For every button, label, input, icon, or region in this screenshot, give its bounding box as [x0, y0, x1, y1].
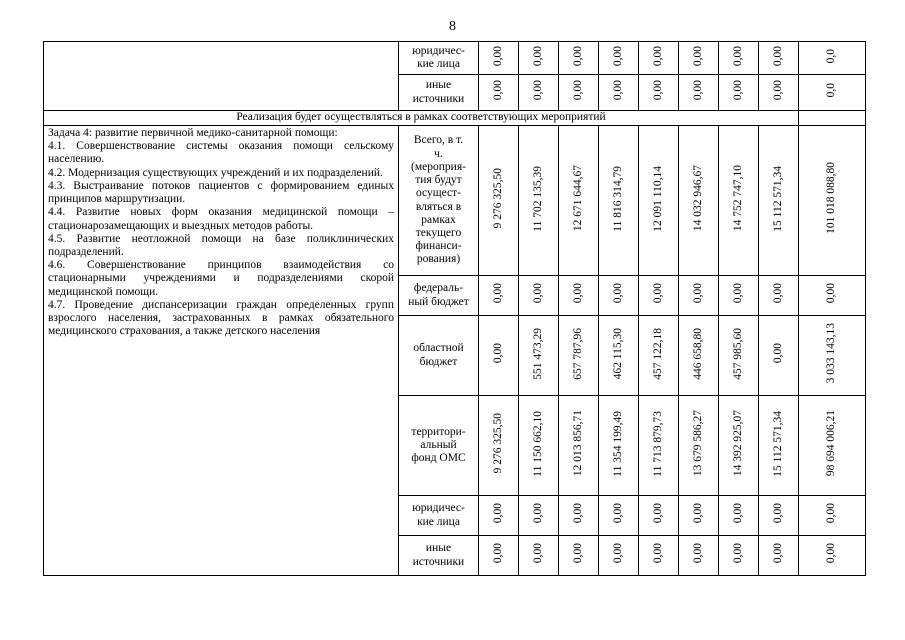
value-cell — [759, 536, 799, 576]
value-cell-text: 551 473,29 — [531, 327, 544, 380]
value-cell — [599, 396, 639, 496]
value-cell — [519, 496, 559, 536]
value-cell-text: 0,00 — [691, 45, 704, 66]
source-cell: юридичес- кие лица — [399, 42, 479, 75]
task-line: 4.3. Выстраивание потоков пациентов с формированием единых принципов маршрутизации. — [48, 179, 394, 206]
task-line: 4.1. Совершенствование системы оказания помощи сельскому населению. — [48, 140, 394, 166]
value-cell — [479, 42, 519, 75]
value-cell — [679, 316, 719, 396]
value-cell-text: 14 392 925,07 — [731, 410, 744, 477]
value-cell — [679, 75, 719, 111]
value-cell-text: 0,00 — [651, 80, 664, 101]
value-cell — [759, 496, 799, 536]
value-cell — [559, 42, 599, 75]
value-cell-text: 0,00 — [531, 283, 544, 304]
value-cell — [599, 42, 639, 75]
value-cell — [599, 536, 639, 576]
value-cell — [519, 126, 559, 276]
value-cell-text: 0,00 — [651, 283, 664, 304]
value-cell-text: 657 787,96 — [571, 327, 584, 380]
total-cell-text: 0,00 — [825, 543, 838, 564]
value-cell-text: 13 679 586,27 — [691, 410, 704, 477]
total-cell-text: 0,0 — [825, 48, 838, 64]
value-cell-text: 0,00 — [531, 80, 544, 101]
value-cell — [759, 75, 799, 111]
total-cell — [799, 42, 866, 75]
value-cell — [679, 396, 719, 496]
value-cell-text: 457 122,18 — [651, 327, 664, 380]
value-cell — [679, 536, 719, 576]
value-cell-text: 0,00 — [611, 45, 624, 66]
value-cell — [519, 42, 559, 75]
value-cell-text: 0,00 — [491, 45, 504, 66]
value-cell-text: 0,00 — [771, 283, 784, 304]
task-line: 4.7. Проведение диспансеризации граждан определенных групп взрослого населения, застрахованных в рамках обязательного медицинского страхования, а также детского населения — [48, 298, 394, 338]
total-cell-text: 0,0 — [825, 83, 838, 98]
value-cell-text: 0,00 — [611, 80, 624, 101]
funding-table — [43, 41, 866, 576]
value-cell — [559, 75, 599, 111]
value-cell — [519, 276, 559, 316]
value-cell — [679, 42, 719, 75]
banner-row — [44, 111, 866, 126]
source-cell: территори- альный фонд ОМС — [399, 396, 479, 496]
table-row — [44, 126, 866, 276]
value-cell — [719, 396, 759, 496]
value-cell-text: 0,00 — [651, 45, 664, 66]
value-cell-text: 9 276 325,50 — [491, 413, 504, 474]
total-cell — [799, 396, 866, 496]
value-cell — [519, 316, 559, 396]
value-cell-text: 0,00 — [651, 503, 664, 524]
value-cell — [759, 276, 799, 316]
value-cell — [679, 276, 719, 316]
value-cell — [559, 276, 599, 316]
value-cell-text: 11 816 314,79 — [611, 165, 624, 232]
value-cell — [559, 536, 599, 576]
value-cell — [479, 536, 519, 576]
value-cell-text: 9 276 325,50 — [491, 168, 504, 229]
banner-cell: Реализация будет осуществляться в рамках соответствующих мероприятий — [44, 111, 799, 126]
value-cell-text: 0,00 — [691, 543, 704, 564]
value-cell — [639, 126, 679, 276]
total-cell — [799, 75, 866, 111]
task-line: Задача 4: развитие первичной медико-санитарной помощи: — [48, 127, 338, 139]
value-cell — [639, 496, 679, 536]
banner-empty-cell — [799, 111, 866, 126]
value-cell — [639, 75, 679, 111]
total-cell-text: 3 033 143,13 — [825, 323, 838, 384]
total-cell — [799, 496, 866, 536]
table-row — [44, 42, 866, 75]
value-cell-text: 0,00 — [771, 45, 784, 66]
value-cell-text: 15 112 571,34 — [771, 410, 784, 477]
total-cell-text: 101 018 088,80 — [825, 162, 838, 235]
value-cell-text: 11 702 135,39 — [531, 165, 544, 232]
value-cell-text: 462 115,30 — [611, 327, 624, 380]
value-cell-text: 0,00 — [491, 80, 504, 101]
value-cell — [599, 496, 639, 536]
value-cell-text: 0,00 — [771, 80, 784, 101]
page-number: 8 — [449, 19, 456, 34]
value-cell — [719, 126, 759, 276]
source-cell: иные источники — [399, 75, 479, 111]
value-cell-text: 457 985,60 — [731, 327, 744, 380]
value-cell-text: 14 032 946,67 — [691, 165, 704, 232]
value-cell-text: 11 713 879,73 — [651, 410, 664, 477]
value-cell-text: 0,00 — [611, 503, 624, 524]
value-cell-text: 0,00 — [611, 283, 624, 304]
value-cell-text: 0,00 — [571, 543, 584, 564]
value-cell — [679, 126, 719, 276]
source-cell: федераль- ный бюджет — [399, 276, 479, 316]
task-line: 4.6. Совершенствование принципов взаимодействия со стационарными учреждениями и подразделениями скорой медицинской помощи. — [48, 259, 394, 298]
value-cell-text: 0,00 — [731, 80, 744, 101]
value-cell-text: 0,00 — [731, 503, 744, 524]
value-cell-text: 12 013 856,71 — [571, 410, 584, 477]
total-cell — [799, 276, 866, 316]
value-cell — [719, 536, 759, 576]
value-cell — [479, 316, 519, 396]
source-cell: областной бюджет — [399, 316, 479, 396]
task-line: 4.2. Модернизация существующих учреждений и их подразделений. — [48, 166, 383, 179]
value-cell-text: 0,00 — [571, 45, 584, 66]
blank-cell — [44, 42, 399, 111]
value-cell — [759, 42, 799, 75]
table-body — [44, 42, 866, 576]
value-cell-text: 0,00 — [571, 80, 584, 101]
value-cell — [719, 75, 759, 111]
value-cell — [639, 536, 679, 576]
value-cell — [759, 316, 799, 396]
value-cell-text: 0,00 — [571, 283, 584, 304]
value-cell-text: 11 150 662,10 — [531, 410, 544, 477]
value-cell-text: 0,00 — [771, 503, 784, 524]
total-cell-text: 0,00 — [825, 283, 838, 304]
value-cell-text: 446 658,80 — [691, 327, 704, 380]
total-cell — [799, 126, 866, 276]
value-cell — [719, 496, 759, 536]
value-cell — [759, 126, 799, 276]
value-cell — [639, 396, 679, 496]
value-cell — [479, 276, 519, 316]
value-cell-text: 0,00 — [491, 503, 504, 524]
value-cell-text: 0,00 — [611, 543, 624, 564]
value-cell-text: 0,00 — [731, 283, 744, 304]
value-cell-text: 0,00 — [571, 503, 584, 524]
total-cell-text: 0,00 — [825, 503, 838, 524]
value-cell-text: 15 112 571,34 — [771, 165, 784, 232]
value-cell-text: 0,00 — [771, 343, 784, 364]
value-cell — [599, 276, 639, 316]
value-cell-text: 0,00 — [771, 543, 784, 564]
total-cell-text: 98 694 006,21 — [825, 410, 838, 477]
value-cell — [559, 396, 599, 496]
total-cell — [799, 316, 866, 396]
value-cell-text: 0,00 — [651, 543, 664, 564]
value-cell — [559, 496, 599, 536]
value-cell — [719, 42, 759, 75]
value-cell — [519, 396, 559, 496]
value-cell — [599, 75, 639, 111]
value-cell-text: 0,00 — [531, 543, 544, 564]
value-cell — [639, 316, 679, 396]
value-cell-text: 0,00 — [531, 45, 544, 66]
value-cell — [479, 75, 519, 111]
value-cell — [519, 536, 559, 576]
value-cell-text: 0,00 — [731, 45, 744, 66]
task-line: 4.4. Развитие новых форм оказания медицинской помощи – стационарозамещающих и выездных методов работы. — [48, 206, 394, 232]
value-cell-text: 12 671 644,67 — [571, 165, 584, 232]
task-description — [44, 126, 399, 576]
value-cell — [719, 316, 759, 396]
value-cell — [719, 276, 759, 316]
value-cell-text: 14 752 747,10 — [731, 165, 744, 232]
value-cell-text: 0,00 — [691, 283, 704, 304]
value-cell-text: 0,00 — [691, 80, 704, 101]
value-cell-text: 12 091 110,14 — [651, 165, 664, 232]
source-cell: иные источники — [399, 536, 479, 576]
value-cell — [519, 75, 559, 111]
value-cell — [559, 126, 599, 276]
source-cell: Всего, в т. ч. (мероприя- тия будут осущест- вляться в рамках текущего финанси- рования) — [399, 126, 479, 276]
value-cell-text: 0,00 — [691, 503, 704, 524]
value-cell-text: 0,00 — [491, 543, 504, 564]
value-cell — [479, 496, 519, 536]
source-cell: юридичес- кие лица — [399, 496, 479, 536]
value-cell-text: 0,00 — [491, 343, 504, 364]
value-cell — [559, 316, 599, 396]
value-cell — [679, 496, 719, 536]
value-cell — [759, 396, 799, 496]
value-cell — [599, 316, 639, 396]
value-cell — [479, 396, 519, 496]
value-cell — [639, 42, 679, 75]
total-cell — [799, 536, 866, 576]
task-line: 4.5. Развитие неотложной помощи на базе поликлинических подразделений. — [48, 232, 394, 258]
value-cell — [599, 126, 639, 276]
value-cell — [479, 126, 519, 276]
value-cell-text: 11 354 199,49 — [611, 410, 624, 477]
value-cell-text: 0,00 — [731, 543, 744, 564]
value-cell-text: 0,00 — [491, 283, 504, 304]
value-cell — [639, 276, 679, 316]
value-cell-text: 0,00 — [531, 503, 544, 524]
